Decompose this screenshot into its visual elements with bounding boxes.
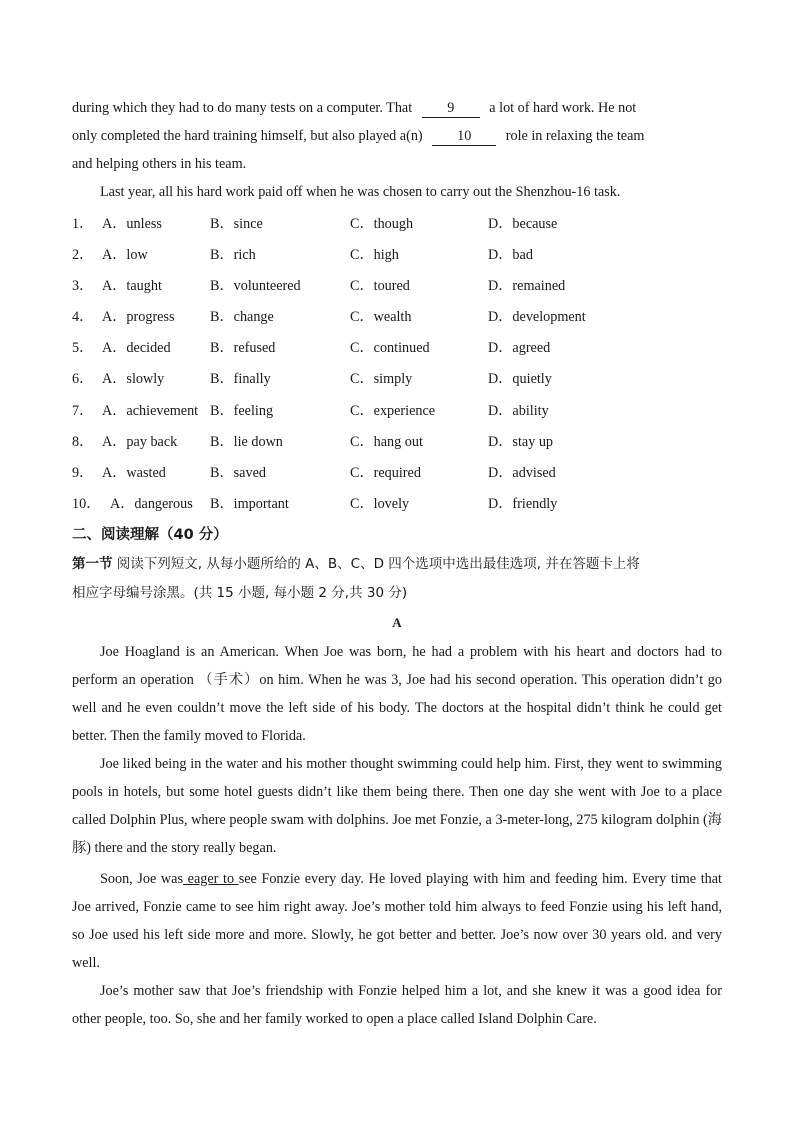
option-a: A．decided xyxy=(102,340,171,357)
option-row xyxy=(72,240,722,271)
option-a: A．wasted xyxy=(102,464,166,481)
option-c: C．continued xyxy=(350,340,430,357)
option-b: B．refused xyxy=(210,340,276,357)
question-number: 9． xyxy=(72,464,94,481)
instruction-text: 阅读下列短文, 从每小题所给的 A、B、C、D 四个选项中选出最佳选项, 并在答题卡上将 xyxy=(112,555,640,572)
option-a: A．pay back xyxy=(102,433,178,450)
question-number: 3． xyxy=(72,278,94,295)
cloze-last-paragraph: Last year, all his hard work paid off when he was chosen to carry out the Shenzhou-16 task. xyxy=(100,184,621,200)
option-a: A．taught xyxy=(102,278,162,295)
question-number: 2． xyxy=(72,247,94,264)
section-instructions xyxy=(72,550,722,579)
option-b: B．important xyxy=(210,495,289,512)
blank-10: 10 xyxy=(432,127,496,146)
cloze-line-2 xyxy=(72,122,722,150)
option-d: D．ability xyxy=(488,402,549,419)
option-row xyxy=(72,333,722,364)
question-number: 6． xyxy=(72,371,94,388)
option-c: C．hang out xyxy=(350,433,423,450)
option-c: C．experience xyxy=(350,402,436,419)
option-row xyxy=(72,427,722,458)
option-a: A．low xyxy=(102,247,148,264)
underlined-phrase: eager to xyxy=(183,870,239,887)
option-a: A．slowly xyxy=(102,371,165,388)
option-d: D．stay up xyxy=(488,433,554,450)
option-row xyxy=(72,396,722,427)
option-d: D．development xyxy=(488,309,586,326)
option-b: B．volunteered xyxy=(210,278,301,295)
option-c: C．toured xyxy=(350,278,410,295)
option-b: B．saved xyxy=(210,464,266,481)
option-a: A．dangerous xyxy=(110,495,193,512)
option-row xyxy=(72,209,722,240)
option-c: C．high xyxy=(350,247,399,264)
passage-label: A xyxy=(392,614,402,630)
option-b: B．lie down xyxy=(210,433,283,450)
option-c: C．wealth xyxy=(350,309,412,326)
option-row xyxy=(72,271,722,302)
document-page xyxy=(72,94,722,1033)
option-row xyxy=(72,458,722,489)
option-d: D．agreed xyxy=(488,340,551,357)
option-b: B．rich xyxy=(210,247,256,264)
option-row xyxy=(72,302,722,333)
passage-paragraph-4: Joe’s mother saw that Joe’s friendship with Fonzie helped him a lot, and she knew it was a good idea for other people, too. So, she and her family worked to open a place called Island Dolphin Care. xyxy=(72,982,722,1027)
question-number: 10． xyxy=(72,495,101,512)
options-list xyxy=(72,209,722,520)
option-d: D．bad xyxy=(488,247,533,264)
option-b: B．change xyxy=(210,309,274,326)
blank-9: 9 xyxy=(422,99,480,118)
text-span: Soon, Joe was xyxy=(100,870,183,887)
option-d: D．advised xyxy=(488,464,556,481)
text-span: a lot of hard work. He not xyxy=(489,100,637,116)
option-a: A．achievement xyxy=(102,402,199,419)
cloze-line-1 xyxy=(72,94,722,122)
option-c: C．required xyxy=(350,464,421,481)
option-b: B．feeling xyxy=(210,402,274,419)
text-span: see Fonzie every day. He loved playing with him and feeding him. Every time that Joe arrived, Fonzie came to see him right away. Joe’s mother told him always to feed Fonzie using his left hand, so Joe used his left side more and more. Slowly, he got better and better. Joe’s now over 30 years old. and very well. xyxy=(72,870,722,971)
section-heading: 二、阅读理解（40 分） xyxy=(72,526,228,543)
option-a: A．progress xyxy=(102,309,175,326)
passage-paragraph-3 xyxy=(72,865,722,977)
text-span: role in relaxing the team xyxy=(505,128,645,144)
instruction-label: 第一节 xyxy=(72,555,113,572)
option-d: D．friendly xyxy=(488,495,558,512)
option-row xyxy=(72,489,722,520)
option-row xyxy=(72,364,722,395)
question-number: 4． xyxy=(72,309,94,326)
text-span: only completed the hard training himself, but also played a(n) xyxy=(72,128,423,144)
question-number: 1． xyxy=(72,216,94,232)
question-number: 8． xyxy=(72,433,94,450)
option-b: B．finally xyxy=(210,371,271,388)
option-d: D．because xyxy=(488,216,558,232)
option-c: C．lovely xyxy=(350,495,410,512)
cloze-line-3: and helping others in his team. xyxy=(72,156,247,172)
passage-paragraph-1: Joe Hoagland is an American. When Joe was born, he had a problem with his heart and doctors had to perform an operation （手术）on him. When he was 3, Joe had his second operation. This operation didn’t go well and he even couldn’t move the left side of his body. The doctors at the hospital didn’t think he could get better. Then the family moved to Florida. xyxy=(72,643,722,744)
section-instructions-line-2: 相应字母编号涂黑。(共 15 小题, 每小题 2 分,共 30 分) xyxy=(72,584,408,601)
option-a: A．unless xyxy=(102,216,162,232)
passage-paragraph-2: Joe liked being in the water and his mother thought swimming could help him. First, they went to swimming pools in hotels, but some hotel guests didn’t like them being there. Then one day she went with Joe to a place called Dolphin Plus, where people swam with dolphins. Joe met Fonzie, a 3-meter-long, 275 kilogram dolphin (海豚) there and the story really began. xyxy=(72,755,722,856)
text-span: during which they had to do many tests on a computer. That xyxy=(72,100,413,116)
option-c: C．simply xyxy=(350,371,413,388)
option-c: C．though xyxy=(350,216,414,232)
question-number: 7． xyxy=(72,402,94,419)
option-d: D．remained xyxy=(488,278,566,295)
option-b: B．since xyxy=(210,216,263,232)
option-d: D．quietly xyxy=(488,371,552,388)
question-number: 5． xyxy=(72,340,94,357)
